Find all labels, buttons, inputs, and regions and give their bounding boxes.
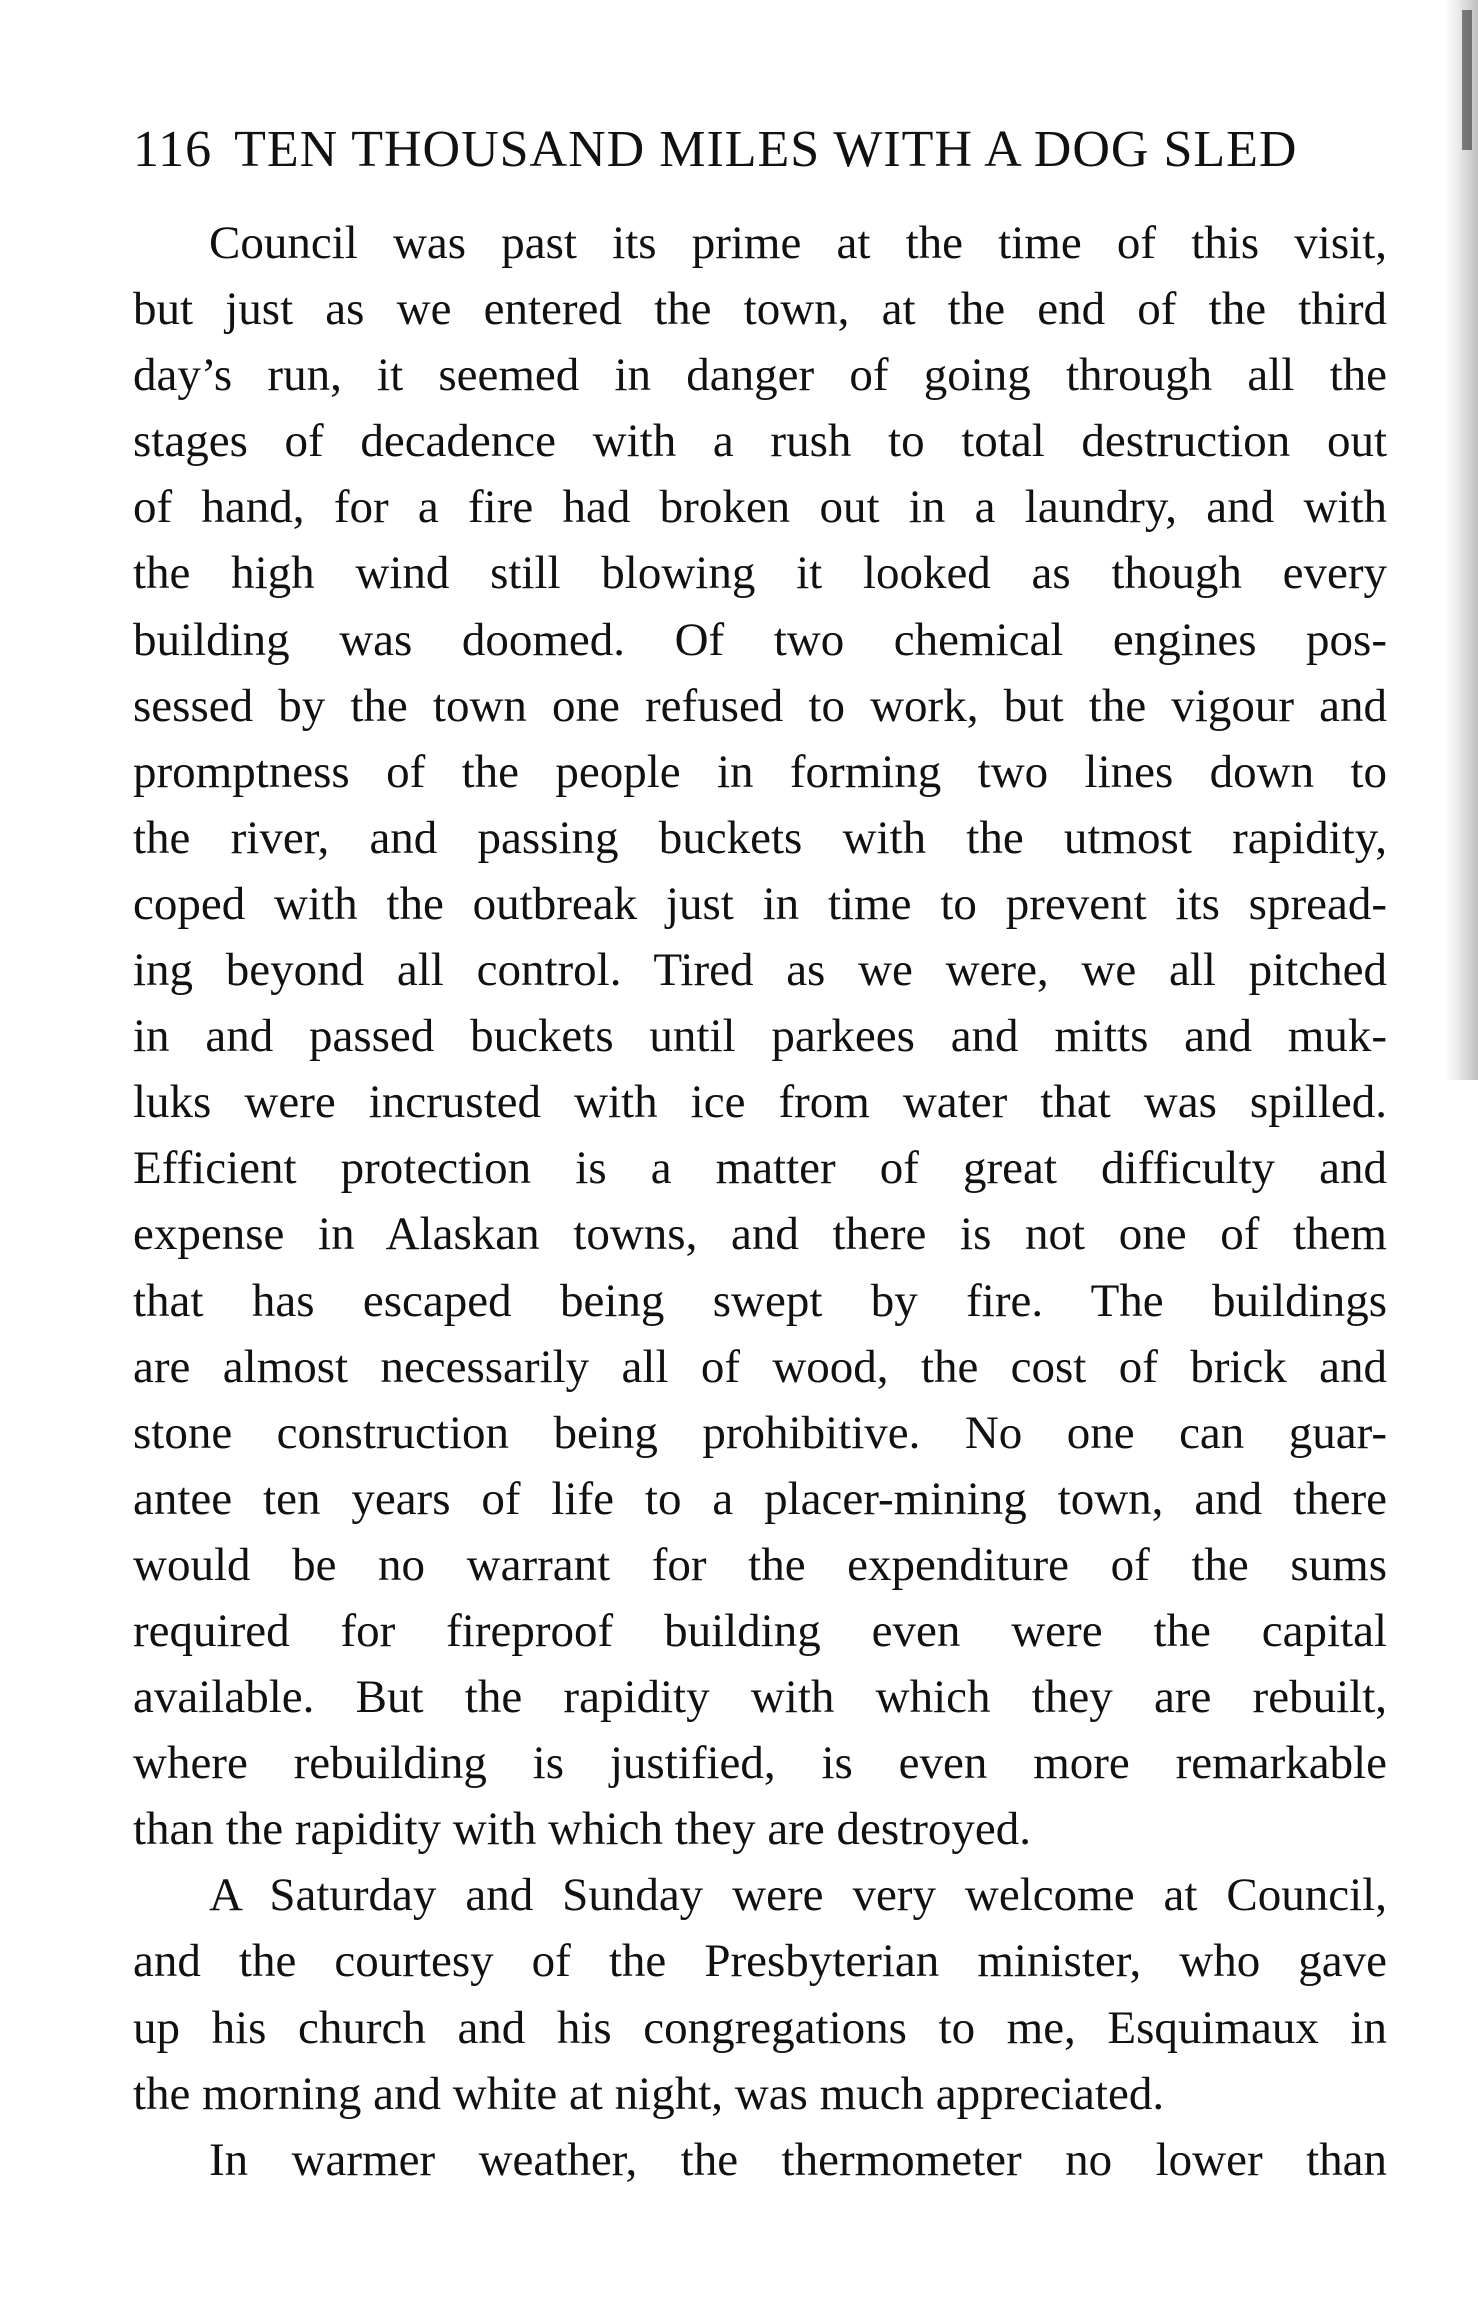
text-line: A Saturday and Sunday were very welcome at Council,: [209, 1869, 1387, 1922]
book-title: TEN THOUSAND MILES WITH A DOG SLED: [234, 121, 1298, 178]
text-line: of hand, for a fire had broken out in a laundry, and with: [133, 481, 1387, 534]
text-line: that has escaped being swept by fire. The buildings: [133, 1274, 1387, 1327]
text-line: and the courtesy of the Presbyterian minister, who gave: [133, 1935, 1387, 1988]
text-line: expense in Alaskan towns, and there is not one of them: [133, 1208, 1387, 1261]
text-line: building was doomed. Of two chemical engines pos-: [133, 613, 1387, 666]
text-line: required for fireproof building even were the capital: [133, 1604, 1387, 1657]
running-head: [133, 118, 1393, 182]
text-line: the river, and passing buckets with the utmost rapidity,: [133, 811, 1387, 864]
paragraph-1: [133, 210, 1387, 1862]
text-line: where rebuilding is justified, is even more remarkable: [133, 1737, 1387, 1790]
text-line: Council was past its prime at the time of this visit,: [209, 217, 1387, 269]
paragraph-3: [133, 2127, 1387, 2193]
page-number: 116: [133, 121, 213, 178]
paragraph-2: [133, 1862, 1387, 2126]
text-line: antee ten years of life to a placer-mining town, and there: [133, 1472, 1387, 1525]
text-line: are almost necessarily all of wood, the cost of brick and: [133, 1340, 1387, 1393]
body-text: [133, 210, 1387, 2193]
text-line: luks were incrusted with ice from water that was spilled.: [133, 1076, 1387, 1129]
text-line: ing beyond all control. Tired as we were, we all pitched: [133, 944, 1387, 997]
text-line: the high wind still blowing it looked as though every: [133, 547, 1387, 600]
text-line: Efficient protection is a matter of great difficulty and: [133, 1142, 1387, 1195]
text-line: sessed by the town one refused to work, but the vigour and: [133, 679, 1387, 732]
text-line: in and passed buckets until parkees and mitts and muk-: [133, 1010, 1387, 1063]
text-line: stages of decadence with a rush to total destruction out: [133, 415, 1387, 468]
text-line: In warmer weather, the thermometer no lower than: [209, 2133, 1387, 2186]
text-line: than the rapidity with which they are destroyed.: [133, 1803, 1031, 1856]
text-line: promptness of the people in forming two lines down to: [133, 745, 1387, 798]
text-line: would be no warrant for the expenditure of the sums: [133, 1538, 1387, 1591]
page-edge-shadow: [1444, 0, 1478, 1080]
text-line: the morning and white at night, was much appreciated.: [133, 2067, 1165, 2120]
text-line: coped with the outbreak just in time to prevent its spread-: [133, 877, 1387, 930]
text-line: available. But the rapidity with which they are rebuilt,: [133, 1671, 1387, 1724]
text-line: but just as we entered the town, at the end of the third: [133, 283, 1387, 336]
text-line: stone construction being prohibitive. No one can guar-: [133, 1406, 1387, 1459]
text-line: up his church and his congregations to me, Esquimaux in: [133, 2001, 1387, 2054]
text-line: day’s run, it seemed in danger of going through all the: [133, 349, 1387, 402]
